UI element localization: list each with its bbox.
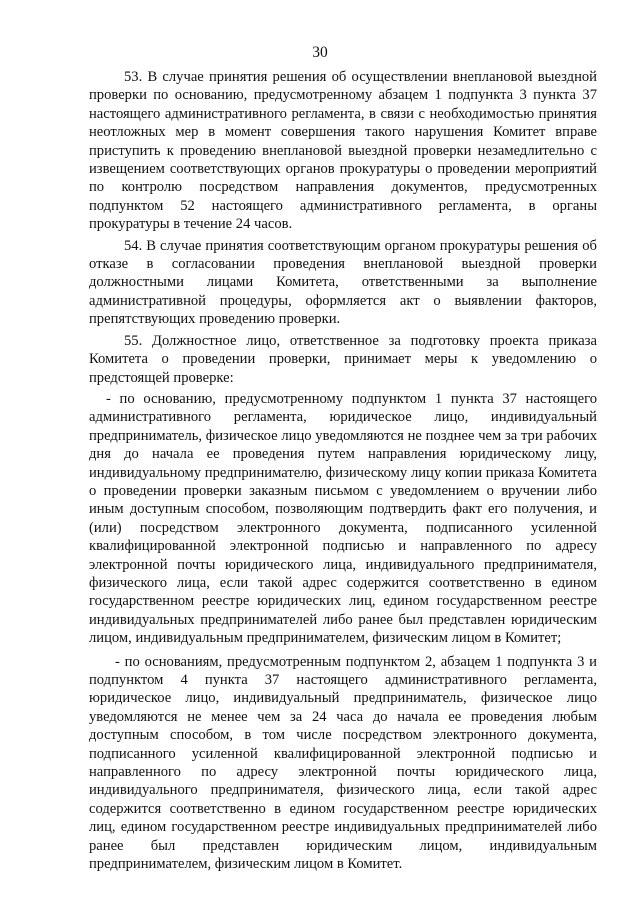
list-item: - по основанию, предусмотренному подпунктом 1 пункта 37 настоящего административного регламента, юридическое лицо, индивидуальный предприниматель, физическое лицо уведомляются не позднее чем за три рабочих дня до начала ее проведения путем направления юридическому лицу, индивидуальному предпринимателю, физическому лицу копии приказа Комитета о проведении проверки заказным письмом с уведомлением о вручении либо иным доступным способом, позволяющим подтвердить факт его получения, и (или) посредством электронного документа, подписанного усиленной квалифицированной электронной подписью и направленного по адресу электронной почты юридического лица, индивидуального предпринимателя, физического лица, если такой адрес содержится соответственно в едином государственном реестре юридических лиц, едином государственном реестре индивидуальных предпринимателей либо ранее был представлен юридическим лицом, индивидуальным предпринимателем, физическим лицом в Комитет; xyxy=(89,390,597,647)
paragraph-53: 53. В случае принятия решения об осуществлении внеплановой выездной проверки по основанию, предусмотренному абзацем 1 подпункта 3 пункта 37 настоящего административного регламента, в связи с необходимостью принятия неотложных мер в момент совершения такого нарушения Комитет вправе приступить к проведению внеплановой выездной проверки незамедлительно с извещением соответствующих органов прокуратуры о проведении мероприятий по контролю посредством направления документов, предусмотренных подпунктом 52 настоящего административного регламента, в органы прокуратуры в течение 24 часов. xyxy=(89,69,597,233)
document-body xyxy=(89,68,597,876)
paragraph-55: 55. Должностное лицо, ответственное за подготовку проекта приказа Комитета о проведении проверки, принимает меры к уведомлению о предстоящей проверке: xyxy=(89,332,597,386)
paragraph-54: 54. В случае принятия соответствующим органом прокуратуры решения об отказе в согласовании проведения внеплановой выездной проверки должностными лицами Комитета, ответственными за выполнение административной процедуры, оформляется акт о выявлении факторов, препятствующих проведению проверки. xyxy=(89,237,597,328)
page-number: 30 xyxy=(312,44,328,61)
list-item: - по основаниям, предусмотренным подпунктом 2, абзацем 1 подпункта 3 и подпунктом 4 пункта 37 настоящего административного регламента, юридическое лицо, индивидуальный предприниматель, физическое лицо уведомляются не менее чем за 24 часа до начала ее проведения любым доступным способом, в том числе посредством электронного документа, подписанного усиленной квалифицированной электронной подписью и направленного по адресу электронной почты юридического лица, индивидуального предпринимателя, физического лица, если такой адрес содержится соответственно в едином государственном реестре юридических лиц, едином государственном реестре индивидуальных предпринимателей либо ранее был представлен юридическим лицом, индивидуальным предпринимателем, физическим лицом в Комитет. xyxy=(89,653,597,873)
